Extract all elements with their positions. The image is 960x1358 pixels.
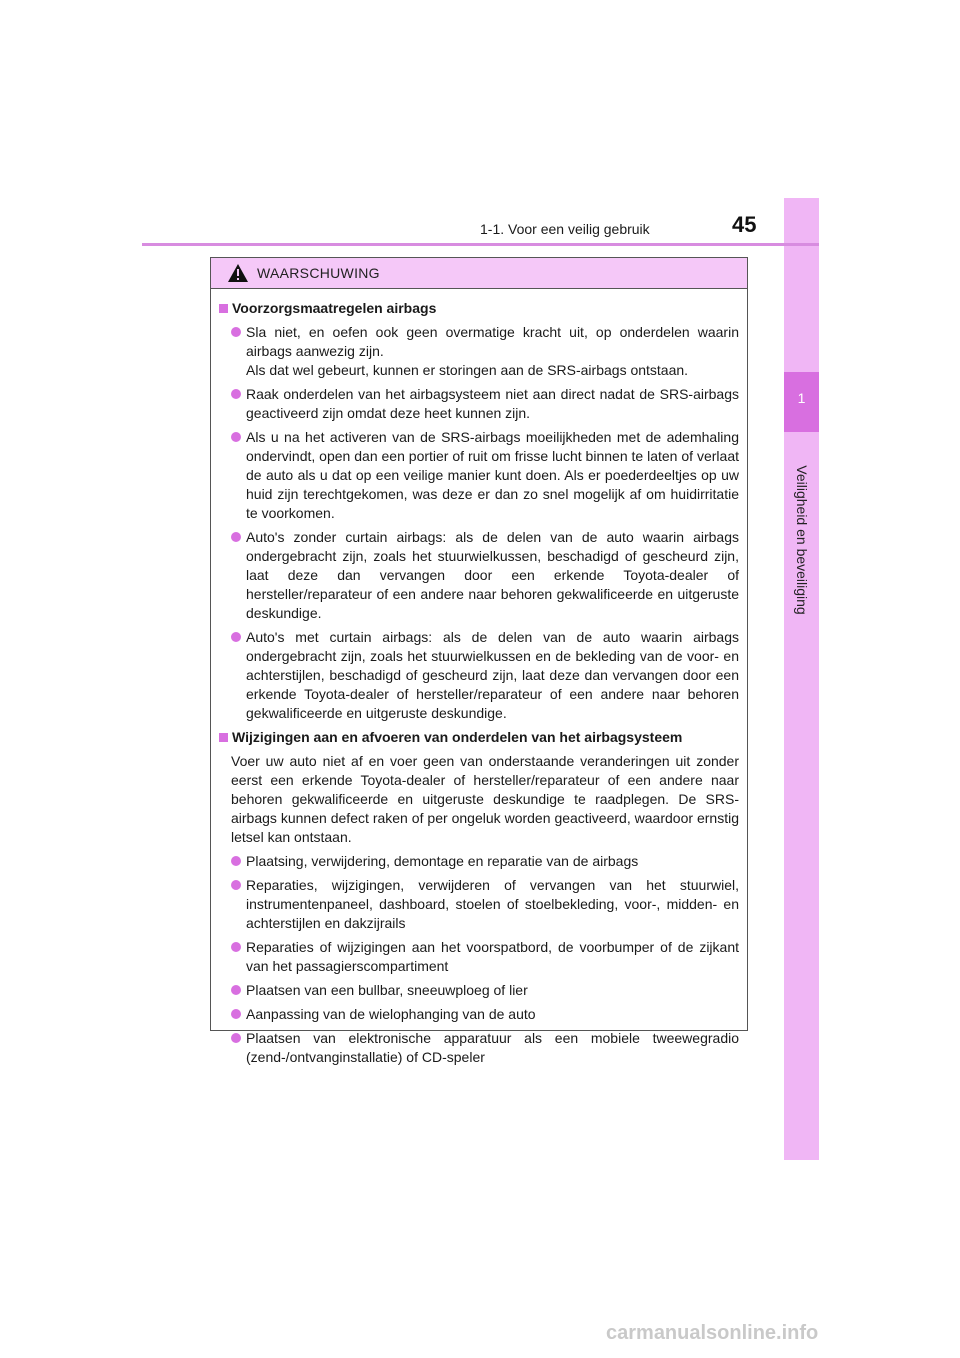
chapter-title: Veiligheid en beveiliging xyxy=(794,465,810,615)
list-item-text xyxy=(246,528,739,623)
list-item xyxy=(219,385,739,423)
bullet-dot-icon xyxy=(231,389,241,399)
list-item-line: Plaatsing, verwijdering, demontage en reparatie van de airbags xyxy=(246,853,639,869)
section-heading-text: Voorzorgsmaatregelen airbags xyxy=(232,300,437,316)
bullet-dot-icon xyxy=(231,1009,241,1019)
bullet-dot-icon xyxy=(231,632,241,642)
warning-box xyxy=(210,257,748,1065)
bullet-dot-icon xyxy=(231,432,241,442)
list-item xyxy=(219,323,739,380)
page-number: 45 xyxy=(732,212,757,237)
list-item xyxy=(219,876,739,933)
chapter-number: 1 xyxy=(797,390,806,406)
bullet-dot-icon xyxy=(231,1033,241,1043)
warning-triangle-icon xyxy=(227,263,249,283)
list-item-line: Als dat wel gebeurt, kunnen er storingen aan de SRS-airbags ontstaan. xyxy=(246,362,689,378)
bullet-dot-icon xyxy=(231,327,241,337)
list-item-line: Plaatsen van een bullbar, sneeuwploeg of lier xyxy=(246,982,528,998)
list-item-text xyxy=(246,981,739,1000)
list-item-text xyxy=(246,938,739,976)
list-item-line: Auto's met curtain airbags: als de delen van de auto waarin airbags ondergebracht zijn, zoals het stuurwielkussen en de bekleding van de voor- en achterstijlen, beschadigd of gescheurd zijn, laat deze dan vervangen door een erkende Toyota-dealer of hersteller/reparateur of een andere naar behoren gekwalificeerde en uitgeruste deskundige. xyxy=(246,629,739,721)
list-item xyxy=(219,428,739,523)
bullet-dot-icon xyxy=(231,942,241,952)
square-bullet-icon xyxy=(219,733,228,742)
list-item-line: Sla niet, en oefen ook geen overmatige kracht uit, op onderdelen waarin airbags aanwezig zijn. xyxy=(246,324,739,359)
list-item xyxy=(219,981,739,1000)
list-item xyxy=(219,1029,739,1067)
header-rule xyxy=(142,243,819,246)
square-bullet-icon xyxy=(219,304,228,313)
warning-title: WAARSCHUWING xyxy=(257,265,380,281)
bullet-dot-icon xyxy=(231,856,241,866)
list-item-line: Als u na het activeren van de SRS-airbags moeilijkheden met de ademhaling ondervindt, open dan een portier of ruit om frisse lucht binnen te laten of verlaat de auto als u dat op een veilige manier kunt doen. Als er poederdeeltjes op uw huid zijn terechtgekomen, was deze er dan zo snel mogelijk af om huidirritatie te voorkomen. xyxy=(246,429,739,521)
side-tab xyxy=(784,198,819,1160)
list-item-line: Raak onderdelen van het airbagsysteem niet aan direct nadat de SRS-airbags geactiveerd zijn omdat deze heet kunnen zijn. xyxy=(246,386,739,421)
list-item xyxy=(219,852,739,871)
section-heading xyxy=(219,299,739,318)
section-heading-text: Wijzigingen aan en afvoeren van onderdelen van het airbagsysteem xyxy=(232,729,683,745)
list-item-text xyxy=(246,852,739,871)
warning-header xyxy=(211,258,747,289)
section-intro: Voer uw auto niet af en voer geen van onderstaande veranderingen uit zonder eerst een erkende Toyota-dealer of hersteller/reparateur of een andere naar behoren gekwalificeerde en uitgeruste deskundige te raadplegen. De SRS-airbags kunnen defect raken of per ongeluk worden geactiveerd, waardoor ernstig letsel kan ontstaan. xyxy=(231,753,739,845)
list-item-text xyxy=(246,385,739,423)
section-title: 1-1. Voor een veilig gebruik xyxy=(480,221,650,237)
bullet-dot-icon xyxy=(231,532,241,542)
bullet-dot-icon xyxy=(231,985,241,995)
list-item-text xyxy=(246,876,739,933)
warning-body xyxy=(211,289,747,1067)
list-item-line: Reparaties of wijzigingen aan het voorspatbord, de voorbumper of de zijkant van het passagierscompartiment xyxy=(246,939,739,974)
list-item-text xyxy=(246,1005,739,1024)
list-item xyxy=(219,938,739,976)
list-item-text xyxy=(246,428,739,523)
watermark: carmanualsonline.info xyxy=(606,1322,819,1344)
bullet-dot-icon xyxy=(231,880,241,890)
list-item-text xyxy=(246,323,739,380)
list-item xyxy=(219,628,739,723)
list-item xyxy=(219,528,739,623)
list-item xyxy=(219,1005,739,1024)
list-item-line: Plaatsen van elektronische apparatuur als een mobiele tweewegradio (zend-/ontvanginstallatie) of CD-speler xyxy=(246,1030,739,1065)
section-heading xyxy=(219,728,739,747)
list-item-line: Aanpassing van de wielophanging van de auto xyxy=(246,1006,536,1022)
list-item-line: Reparaties, wijzigingen, verwijderen of vervangen van het stuurwiel, instrumentenpaneel, dashboard, stoelen of stoelbekleding, voor-, midden- en achterstijlen en dakzijrails xyxy=(246,877,739,931)
list-item-text xyxy=(246,628,739,723)
list-item-text xyxy=(246,1029,739,1067)
list-item-line: Auto's zonder curtain airbags: als de delen van de auto waarin airbags ondergebracht zijn, zoals het stuurwielkussen, beschadigd of gescheurd zijn, laat deze dan vervangen door een erkende Toyota-dealer of hersteller/reparateur of een andere naar behoren gekwalificeerde en uitgeruste deskundige. xyxy=(246,529,739,621)
